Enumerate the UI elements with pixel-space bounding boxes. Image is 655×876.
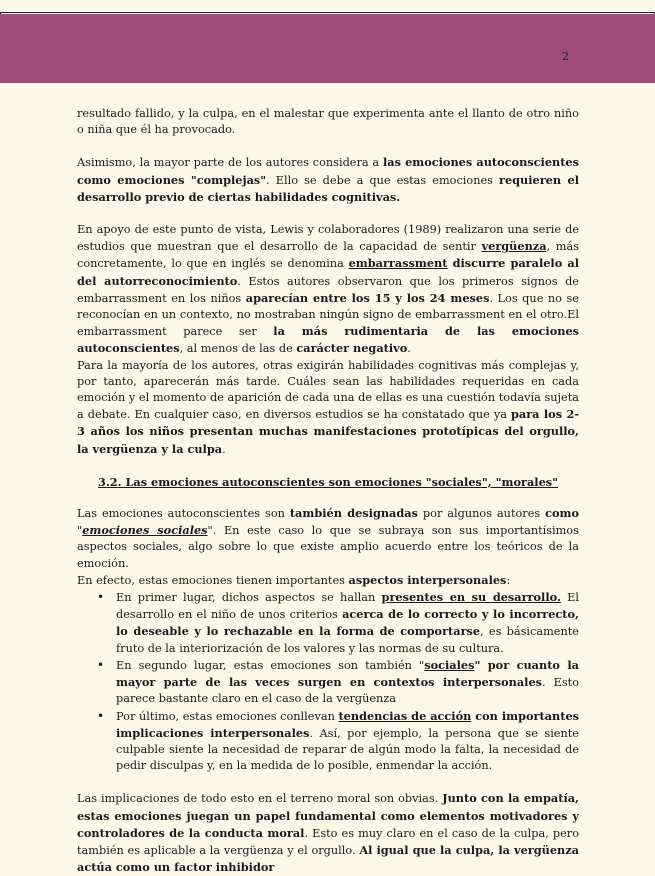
text: Las emociones autoconscientes son bbox=[77, 507, 290, 521]
bold-text: las emociones autoconscientes como emociones "complejas" bbox=[77, 155, 579, 187]
text: En primer lugar, dichos aspectos se hallan bbox=[116, 591, 382, 605]
text: Para la mayoría de los autores, otras exigirán habilidades cognitivas más complejas y, por tanto, aparecerán más tarde. Cuáles sean las habilidades requeridas en cada emoción y el momento de aparición de cada una de ellas es una cuestión todavía sujeta a debate. En cualquier caso, en diversos estudios se ha constatado que ya bbox=[77, 358, 579, 422]
underlined-term: sociales bbox=[424, 657, 475, 672]
bold-text: aparecían entre los 15 y los 24 meses bbox=[245, 290, 490, 305]
underlined-term: emociones sociales bbox=[82, 523, 208, 538]
text: por algunos autores bbox=[417, 507, 546, 521]
underlined-term: tendencias de acción bbox=[338, 708, 472, 723]
bold-text: aspectos interpersonales bbox=[348, 572, 507, 587]
text: . Esto es muy claro en el caso de la culpa, pero también es aplicable a la vergüenza y el orgullo. bbox=[77, 826, 579, 857]
document-body bbox=[77, 106, 579, 876]
bold-text: " por cuanto la mayor parte de las veces surgen en contextos interpersonales bbox=[116, 657, 580, 690]
text: . bbox=[222, 442, 226, 456]
text: . Los que no se reconocían en un contexto, no mostraban ningún signo de embarrassment en el otro.El embarrassment parece ser bbox=[77, 291, 579, 339]
text: En apoyo de este punto de vista, Lewis y colaboradores (1989) realizaron una serie de estudios que muestran que el desarrollo de la capacidad de sentir bbox=[77, 223, 579, 254]
text: : bbox=[506, 573, 511, 587]
bold-text: Al igual que la culpa, la vergüenza actúa como un factor inhibidor bbox=[77, 842, 579, 875]
paragraph-social-emotions bbox=[77, 505, 579, 572]
section-heading: 3.2. Las emociones autoconscientes son emociones "sociales", "morales" bbox=[97, 474, 559, 489]
bold-text: como bbox=[545, 506, 580, 521]
text: ". En este caso lo que se subraya son sus importantísimos aspectos sociales, algo sobre lo que existe amplio acuerdo entre los teóricos de la emoción. bbox=[77, 524, 579, 570]
underlined-term: embarrassment bbox=[348, 256, 448, 271]
bold-text: discurre paralelo al del autorreconocimiento bbox=[77, 256, 579, 288]
bold-text: también designadas bbox=[289, 506, 418, 521]
text: El desarrollo en el niño de unos criterios bbox=[116, 591, 579, 622]
text: , al menos de las de bbox=[179, 342, 297, 356]
text: En segundo lugar, estas emociones son también " bbox=[116, 658, 425, 672]
bold-text: para los 2-3 años los niños presentan muchas manifestaciones prototípicas del orgullo, la vergüenza y la culpa bbox=[77, 407, 580, 456]
text: . Esto parece bastante claro en el caso de la vergüenza bbox=[116, 676, 579, 706]
bold-text: carácter negativo bbox=[296, 341, 408, 356]
text: resultado fallido, y la culpa, en el malestar que experimenta ante el llanto de otro niño o niña que él ha provocado. bbox=[77, 107, 579, 137]
page-number: 2 bbox=[562, 50, 569, 63]
list-item bbox=[116, 708, 579, 775]
paragraph-interpersonal-intro bbox=[77, 572, 579, 589]
paragraph-continuation bbox=[77, 106, 579, 138]
text: . Así, por ejemplo, la persona que se siente culpable siente la necesidad de reparar de algún modo la falta, la necesidad de pedir disculpas y, en la medida de lo posible, enmendar la acción. bbox=[116, 726, 579, 773]
text: , es básicamente fruto de la interiorización de los valores y las normas de su cultura. bbox=[116, 625, 579, 655]
text: . Estos autores observaron que los primeros signos de embarrassment en los niños bbox=[77, 274, 579, 305]
page-top-border bbox=[0, 12, 655, 13]
underlined-term: presentes en su desarrollo. bbox=[381, 590, 561, 605]
text: Asimismo, la mayor parte de los autores considera a bbox=[77, 156, 383, 170]
text: Por último, estas emociones conllevan bbox=[116, 709, 339, 723]
text: Las implicaciones de todo esto en el terreno moral son obvias. bbox=[77, 792, 443, 806]
paragraph-lewis-study bbox=[77, 222, 579, 358]
paragraph-complex-emotions bbox=[77, 154, 579, 206]
bold-text: la más rudimentaria de las emociones autoconscientes bbox=[77, 324, 579, 356]
paragraph-cognitive-abilities bbox=[77, 358, 579, 458]
bold-text: acerca de lo correcto y lo incorrecto, lo deseable y lo rechazable en la forma de comportarse bbox=[116, 607, 579, 639]
underlined-term: vergüenza bbox=[481, 239, 547, 254]
list-item bbox=[116, 657, 579, 708]
text: " bbox=[77, 524, 83, 538]
text: , más concretamente, lo que en inglés se denomina bbox=[77, 240, 579, 271]
text: . Ello se debe a que estas emociones bbox=[266, 173, 500, 187]
bold-text: con importantes implicaciones interpersonales bbox=[116, 708, 579, 740]
paragraph-moral-implications bbox=[77, 790, 579, 876]
bullet-list bbox=[77, 589, 579, 774]
text: . bbox=[407, 342, 411, 356]
list-item bbox=[116, 589, 579, 657]
bold-text: requieren el desarrollo previo de ciertas habilidades cognitivas. bbox=[77, 172, 579, 204]
text: En efecto, estas emociones tienen importantes bbox=[77, 573, 349, 587]
bold-text: Junto con la empatía, estas emociones juegan un papel fundamental como elementos motivadores y controladores de la conducta moral bbox=[77, 791, 579, 840]
page-header-band bbox=[0, 14, 655, 83]
